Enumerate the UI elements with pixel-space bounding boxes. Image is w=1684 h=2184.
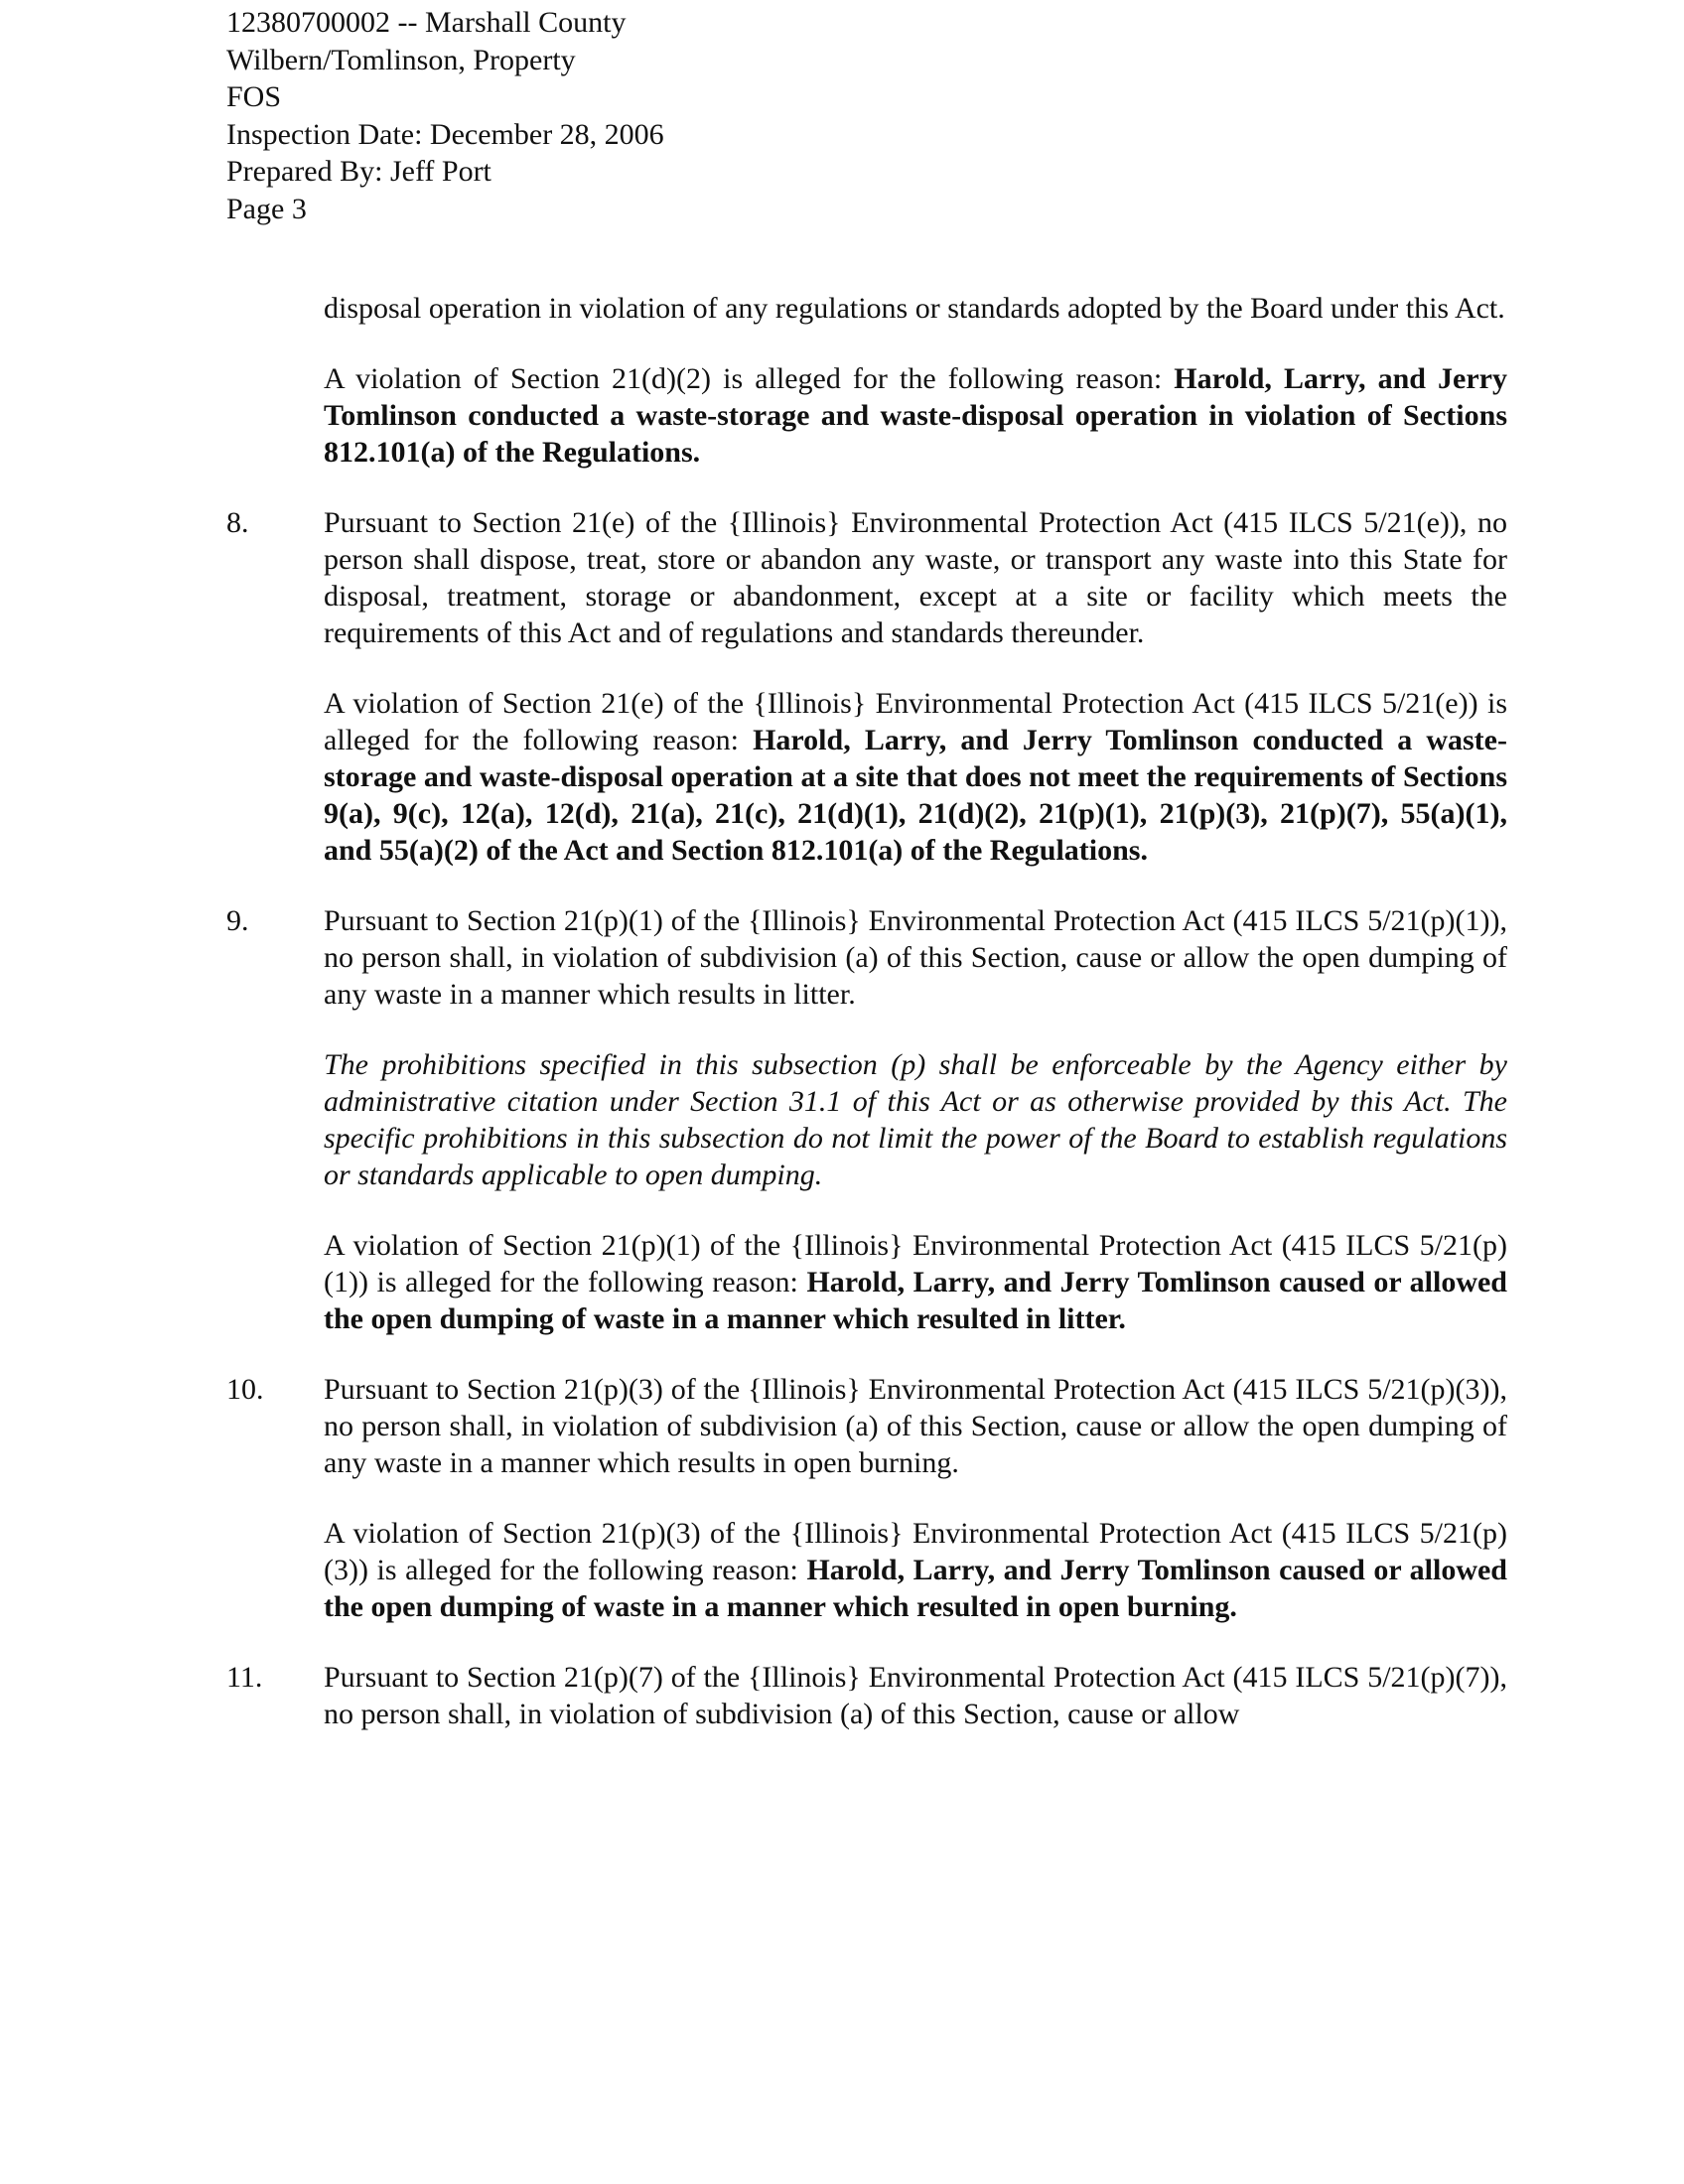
- violation-21d2-reason: Harold, Larry, and Jerry Tomlinson conducted a waste-storage and waste-disposal operation in violation of Sections 812.101(a) of the Regulations.: [324, 362, 1507, 469]
- violation-21p1-paragraph: A violation of Section 21(p)(1) of the {Illinois} Environmental Protection Act (415 ILCS 5/21(p)(1)) is alleged for the following reason: Harold, Larry, and Jerry Tomlinson caused or allowed the open dumping of waste in a manner which resulted in litter.: [324, 1229, 1507, 1335]
- violation-21p1-reason: Harold, Larry, and Jerry Tomlinson caused or allowed the open dumping of waste in a manner which resulted in litter.: [324, 1266, 1507, 1335]
- item-8-text: Pursuant to Section 21(e) of the {Illinois} Environmental Protection Act (415 ILCS 5/21(e)), no person shall dispose, treat, store or abandon any waste, or transport any waste into this State for disposal, treatment, storage or abandonment, except at a site or facility which meets the requirements of this Act and of regulations and standards thereunder.: [324, 506, 1507, 649]
- item-number: 9.: [226, 904, 249, 937]
- violation-21p3-paragraph: A violation of Section 21(p)(3) of the {Illinois} Environmental Protection Act (415 ILCS 5/21(p)(3)) is alleged for the following reason: Harold, Larry, and Jerry Tomlinson caused or allowed the open dumping of waste in a manner which resulted in open burning.: [324, 1517, 1507, 1623]
- item-11-text: Pursuant to Section 21(p)(7) of the {Illinois} Environmental Protection Act (415 ILCS 5/21(p)(7)), no person shall, in violation of subdivision (a) of this Section, cause or allow: [324, 1661, 1507, 1730]
- header-page-number: Page 3: [226, 192, 307, 225]
- item-9-text: Pursuant to Section 21(p)(1) of the {Illinois} Environmental Protection Act (415 ILCS 5/21(p)(1)), no person shall, in violation of subdivision (a) of this Section, cause or allow the open dumping of any waste in a manner which results in litter.: [324, 904, 1507, 1011]
- header-fos-line: FOS: [226, 80, 282, 113]
- document-header: [226, 4, 664, 227]
- item-number: 10.: [226, 1373, 264, 1406]
- violation-21e-reason: Harold, Larry, and Jerry Tomlinson conducted a waste-storage and waste-disposal operation at a site that does not meet the requirements of Sections 9(a), 9(c), 12(a), 12(d), 21(a), 21(c), 21(d)(1), 21(d)(2), 21(p)(1), 21(p)(3), 21(p)(7), 55(a)(1), and 55(a)(2) of the Act and Section 812.101(a) of the Regulations.: [324, 724, 1507, 867]
- header-prepared-by: Prepared By: Jeff Port: [226, 155, 491, 188]
- continuation-paragraph: disposal operation in violation of any regulations or standards adopted by the Board under this Act.: [324, 292, 1505, 325]
- item-number: 11.: [226, 1661, 263, 1694]
- document-body: [226, 260, 1507, 1766]
- header-inspection-date: Inspection Date: December 28, 2006: [226, 117, 664, 151]
- header-case-line: 12380700002 -- Marshall County: [226, 6, 627, 39]
- numbered-item-8: [226, 504, 1507, 651]
- prohibitions-note-paragraph: The prohibitions specified in this subsection (p) shall be enforceable by the Agency either by administrative citation under Section 31.1 of this Act or as otherwise provided by this Act. The specific prohibitions in this subsection do not limit the power of the Board to establish regulations or standards applicable to open dumping.: [324, 1048, 1507, 1191]
- item-number: 8.: [226, 506, 249, 539]
- item-10-text: Pursuant to Section 21(p)(3) of the {Illinois} Environmental Protection Act (415 ILCS 5/21(p)(3)), no person shall, in violation of subdivision (a) of this Section, cause or allow the open dumping of any waste in a manner which results in open burning.: [324, 1373, 1507, 1479]
- numbered-item-11: [226, 1659, 1507, 1732]
- numbered-item-10: [226, 1371, 1507, 1481]
- header-property-line: Wilbern/Tomlinson, Property: [226, 43, 576, 76]
- numbered-item-9: [226, 902, 1507, 1013]
- violation-21p3-reason: Harold, Larry, and Jerry Tomlinson caused or allowed the open dumping of waste in a manner which resulted in open burning.: [324, 1554, 1507, 1623]
- violation-21e-paragraph: A violation of Section 21(e) of the {Illinois} Environmental Protection Act (415 ILCS 5/21(e)) is alleged for the following reason: Harold, Larry, and Jerry Tomlinson conducted a waste-storage and waste-disposal operation at a site that does not meet the requirements of Sections 9(a), 9(c), 12(a), 12(d), 21(a), 21(c), 21(d)(1), 21(d)(2), 21(p)(1), 21(p)(3), 21(p)(7), 55(a)(1), and 55(a)(2) of the Act and Section 812.101(a) of the Regulations.: [324, 687, 1507, 867]
- violation-21d2-paragraph: A violation of Section 21(d)(2) is alleged for the following reason: Harold, Larry, and Jerry Tomlinson conducted a waste-storage and waste-disposal operation in violation of Sections 812.101(a) of the Regulations.: [324, 362, 1507, 469]
